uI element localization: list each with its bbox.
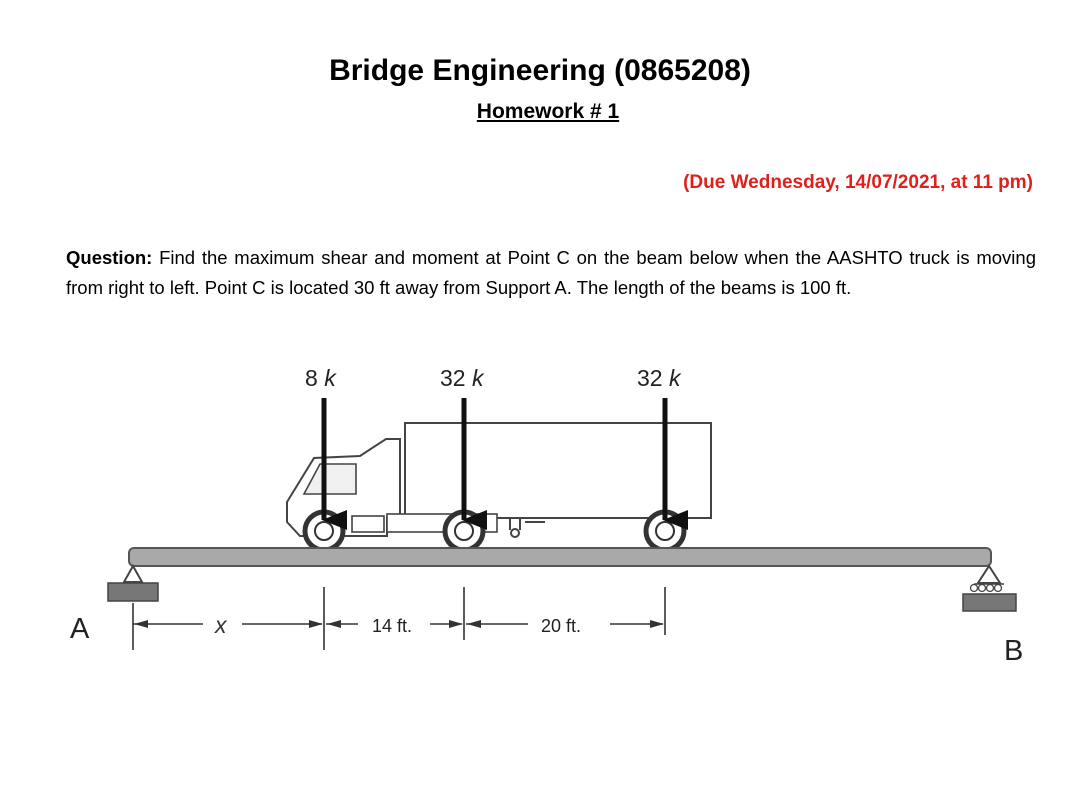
document-title: Bridge Engineering (0865208) (329, 54, 751, 87)
load-label-2: 32 k (440, 365, 484, 391)
load-label-1: 8 k (305, 365, 336, 391)
beam (129, 548, 991, 566)
support-b-roller (963, 566, 1016, 611)
support-label-a: A (70, 613, 90, 645)
question-text: Find the maximum shear and moment at Point C on the beam below when the AASHTO truck is moving from right to left. Point C is located 30 ft away from Support A. The length of the beams is 100 ft. (66, 247, 1036, 298)
dimension-x (133, 620, 323, 628)
dimension-20ft-label: 20 ft. (541, 616, 582, 636)
load-label-3: 32 k (637, 365, 681, 391)
support-label-b: B (1004, 635, 1024, 667)
dimension-14ft-label: 14 ft. (372, 616, 413, 636)
due-date: (Due Wednesday, 14/07/2021, at 11 pm) (683, 172, 1033, 193)
question-label: Question: (66, 247, 153, 268)
dimension-x-label: x (215, 612, 227, 638)
support-a-pin (108, 566, 158, 601)
homework-subtitle: Homework # 1 (476, 100, 620, 123)
